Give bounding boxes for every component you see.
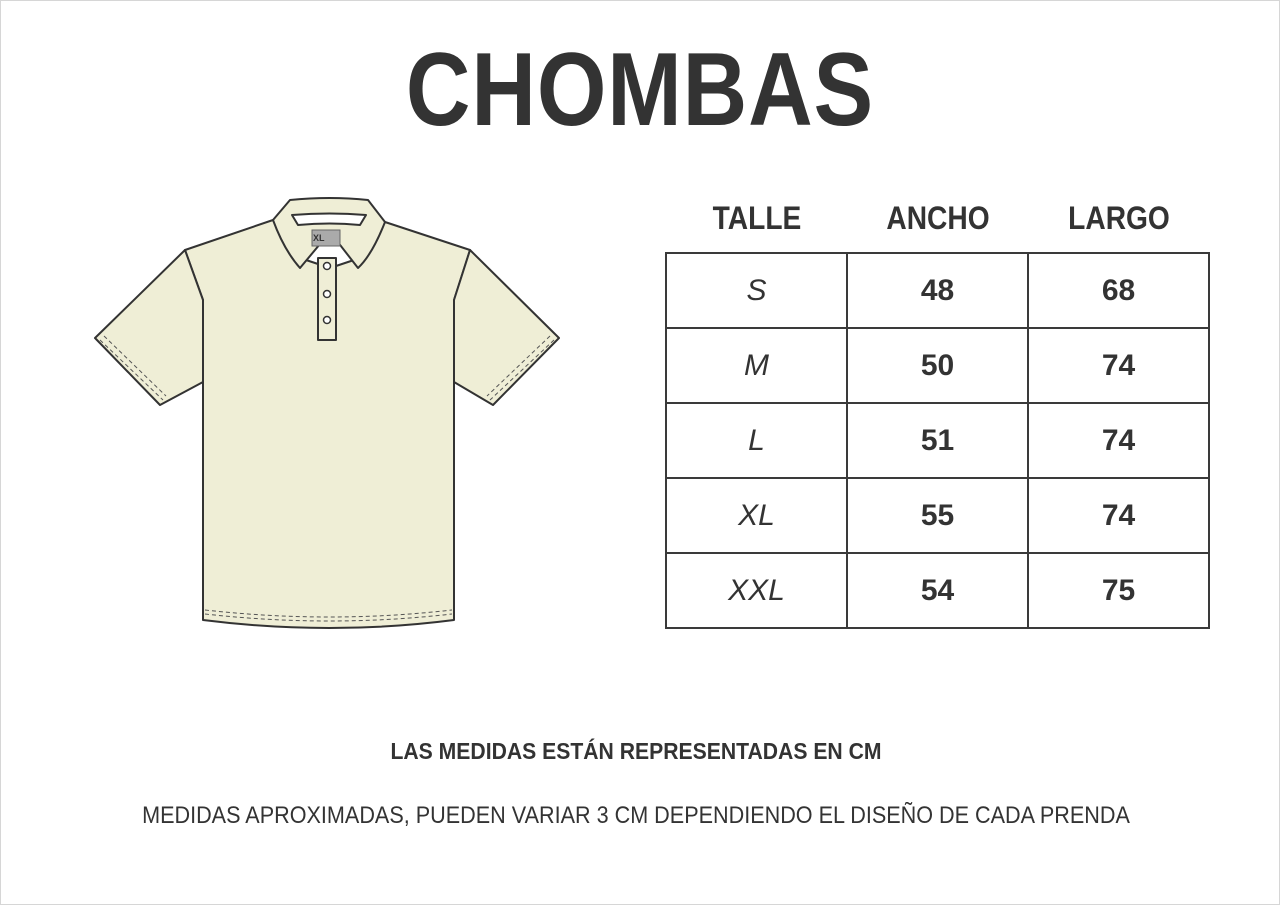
largo-cell: 74 [1028, 328, 1209, 403]
largo-cell: 75 [1028, 553, 1209, 628]
ancho-cell: 54 [847, 553, 1028, 628]
ancho-cell: 51 [847, 403, 1028, 478]
size-tag-label: XL [313, 233, 325, 243]
page-title: CHOMBAS [405, 32, 875, 148]
polo-shirt-illustration [88, 190, 568, 640]
ancho-cell: 55 [847, 478, 1028, 553]
talle-cell: M [666, 328, 847, 403]
table-row [666, 403, 1209, 478]
table-row [666, 553, 1209, 628]
table-row [666, 478, 1209, 553]
ancho-cell: 50 [847, 328, 1028, 403]
table-row [666, 253, 1209, 328]
header-largo: LARGO [1068, 200, 1170, 236]
header-ancho: ANCHO [886, 200, 990, 236]
header-talle: TALLE [712, 200, 802, 236]
ancho-cell: 48 [847, 253, 1028, 328]
talle-cell: L [666, 403, 847, 478]
largo-cell: 68 [1028, 253, 1209, 328]
units-note: LAS MEDIDAS ESTÁN REPRESENTADAS EN CM [390, 738, 882, 764]
disclaimer-note: MEDIDAS APROXIMADAS, PUEDEN VARIAR 3 CM DEPENDIENDO EL DISEÑO DE CADA PRENDA [142, 802, 1130, 829]
table-row [666, 328, 1209, 403]
talle-cell: XXL [666, 553, 847, 628]
talle-cell: S [666, 253, 847, 328]
size-table [665, 252, 1210, 629]
talle-cell: XL [666, 478, 847, 553]
largo-cell: 74 [1028, 478, 1209, 553]
largo-cell: 74 [1028, 403, 1209, 478]
